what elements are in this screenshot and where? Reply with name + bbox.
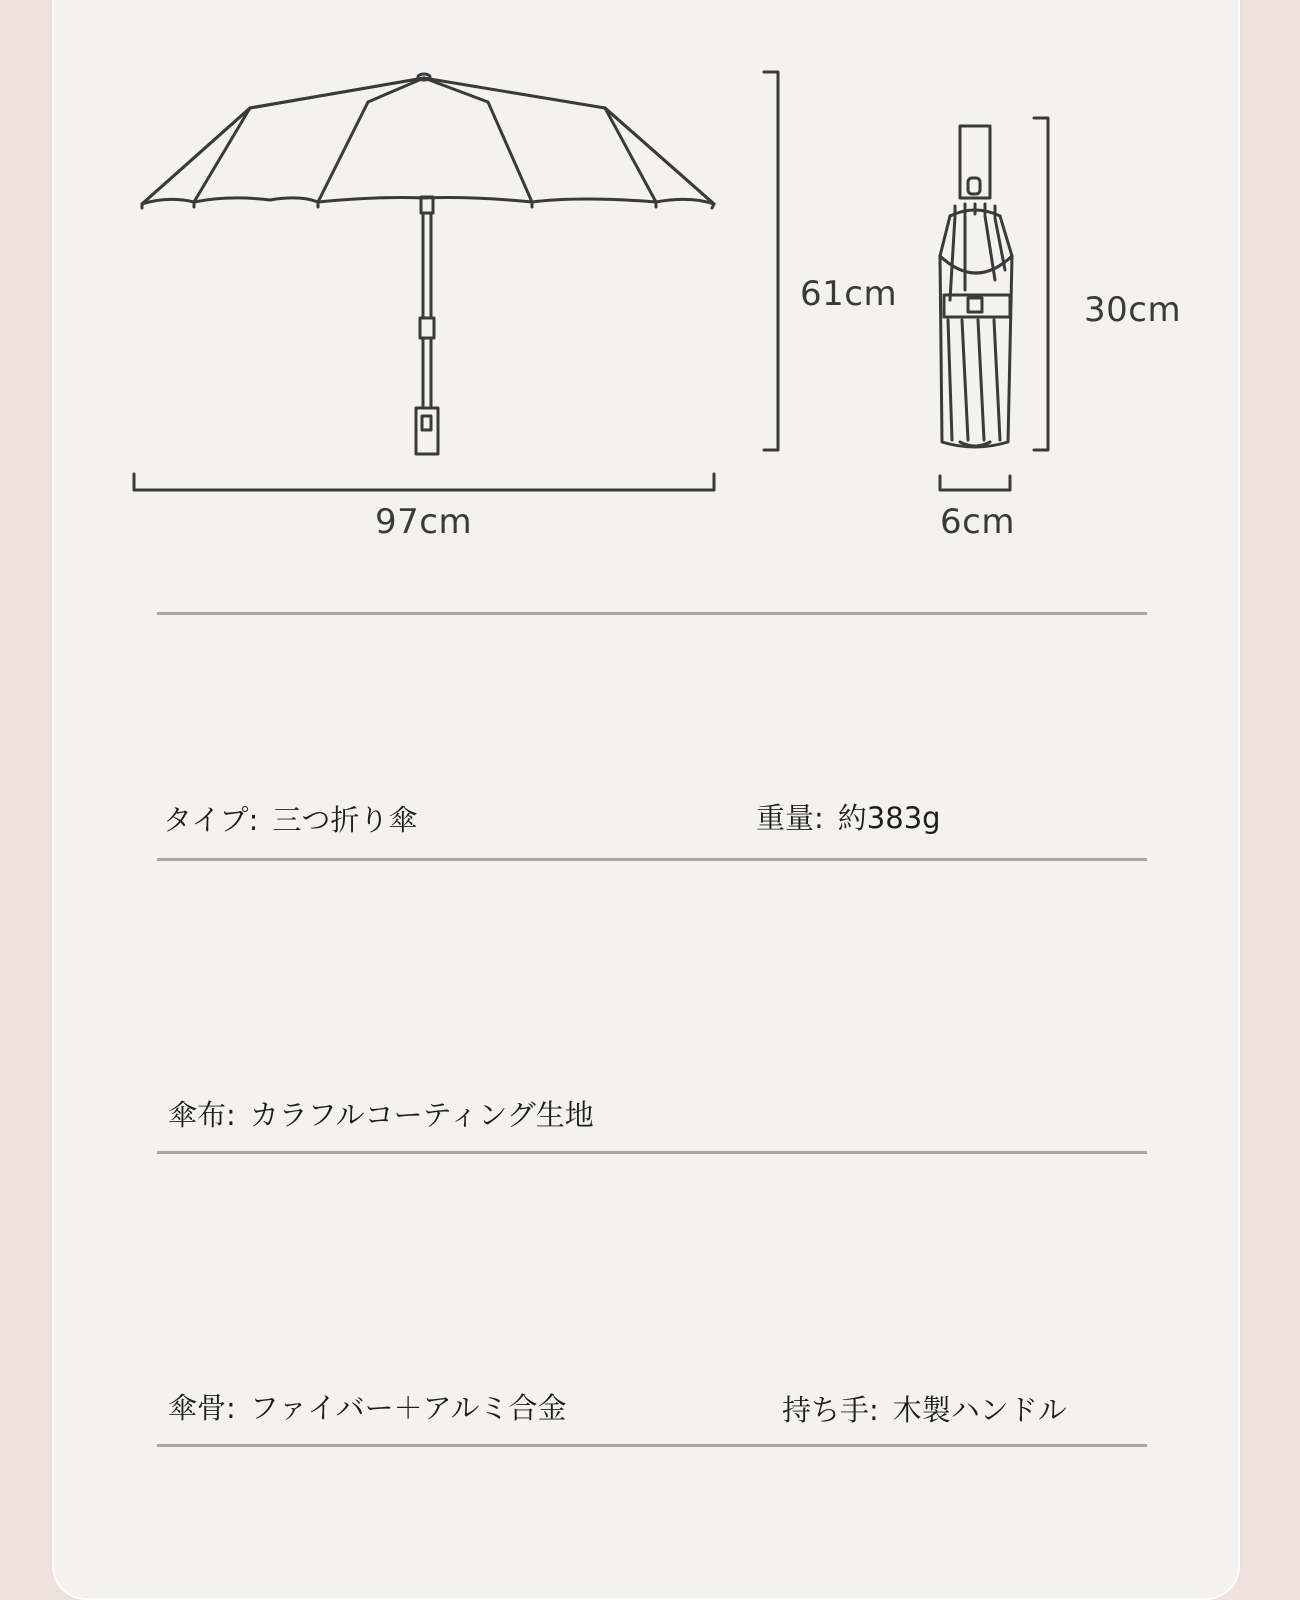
folded-umbrella-icon <box>940 126 1012 447</box>
spec-frame-value: ファイバー＋アルミ合金 <box>249 1391 567 1425</box>
spec-handle-label: 持ち手 <box>782 1393 870 1427</box>
spec-weight-label: 重量 <box>756 801 815 835</box>
divider <box>157 1151 1147 1154</box>
folded-height-bracket <box>1034 118 1048 450</box>
spec-separator: : <box>226 1098 236 1132</box>
open-umbrella-icon <box>142 74 714 454</box>
spec-handle-value: 木製ハンドル <box>892 1393 1067 1427</box>
divider <box>157 1444 1147 1447</box>
spec-separator: : <box>814 801 824 835</box>
dimension-diameter-folded: 6cm <box>940 502 1015 542</box>
diameter-bracket <box>940 476 1010 490</box>
spec-weight <box>756 796 941 837</box>
dimension-width: 97cm <box>375 502 473 542</box>
spec-separator: : <box>226 1391 236 1425</box>
open-height-bracket <box>764 72 778 450</box>
spec-fabric <box>168 1093 594 1134</box>
spec-type-value: 三つ折り傘 <box>272 803 418 837</box>
spec-handle <box>782 1388 1067 1429</box>
spec-separator: : <box>248 803 259 837</box>
divider <box>157 858 1147 861</box>
spec-weight-value: 約383g <box>837 801 941 835</box>
spec-frame <box>168 1386 566 1427</box>
dimension-height-open: 61cm <box>800 274 898 314</box>
dimension-height-folded: 30cm <box>1084 290 1182 330</box>
spec-frame-label: 傘骨 <box>168 1391 227 1425</box>
spec-fabric-label: 傘布 <box>168 1098 227 1132</box>
divider <box>157 612 1147 615</box>
spec-type <box>163 798 417 839</box>
spec-type-label: タイプ <box>163 803 249 837</box>
width-bracket <box>134 474 714 490</box>
spec-fabric-value: カラフルコーティング生地 <box>249 1098 594 1132</box>
spec-separator: : <box>869 1393 879 1427</box>
